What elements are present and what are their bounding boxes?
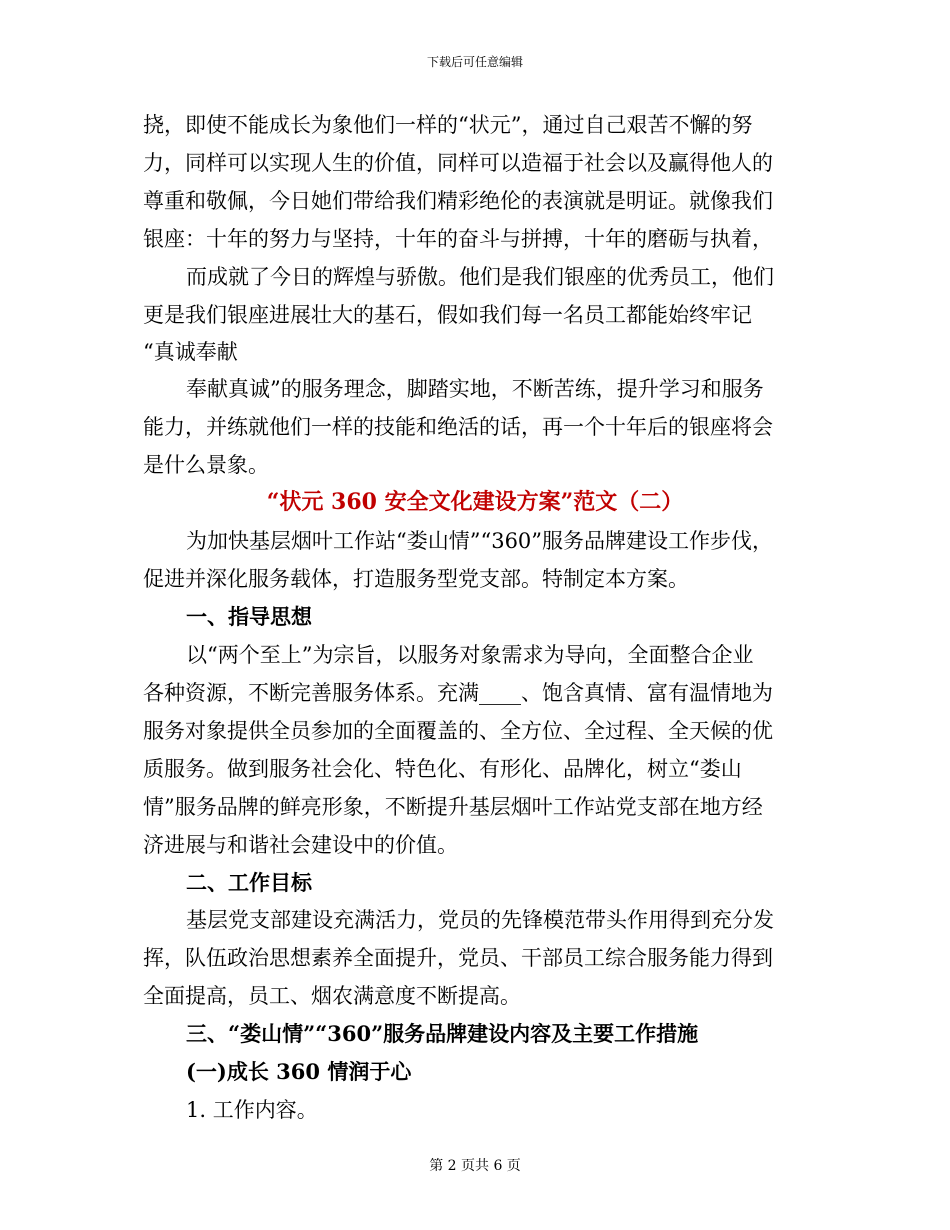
text-line: “真诚奉献 [143,340,238,364]
text-line: 全面提高，员工、烟农满意度不断提高。 [143,984,521,1008]
page-footer: 第 2 页共 6 页 [429,1158,521,1174]
text-line: 为加快基层烟叶工作站“娄山情”“360”服务品牌建设工作步伐， [186,529,774,553]
text-line: 济进展与和谐社会建设中的价值。 [143,833,458,857]
list-item-work-content: 1. 工作内容。 [186,1098,318,1122]
text-line: 基层党支部建设充满活力，党员的先锋模范带头作用得到充分发 [186,908,774,932]
heading-content-measures: 三、“娄山情”“360”服务品牌建设内容及主要工作措施 [186,1021,699,1046]
text-line: 力，同样可以实现人生的价值，同样可以造福于社会以及赢得他人的 [143,151,773,175]
text-line: 促进并深化服务载体，打造服务型党支部。特制定本方案。 [143,567,689,591]
section-title: “状元 360 安全文化建设方案”范文（二） [266,489,684,515]
text-line: 能力，并练就他们一样的技能和绝活的话，再一个十年后的银座将会 [143,415,773,439]
text-line: 各种资源，不断完善服务体系。充满____、饱含真情、富有温情地为 [143,681,773,705]
text-line: 质服务。做到服务社会化、特色化、有形化、品牌化，树立“娄山 [143,757,742,781]
heading-growth-360: (一)成长 360 情润于心 [186,1059,412,1084]
page-header: 下载后可任意编辑 [426,55,523,69]
text-line: 挥，队伍政治思想素养全面提升，党员、干部员工综合服务能力得到 [143,946,773,970]
text-line: 尊重和敬佩，今日她们带给我们精彩绝伦的表演就是明证。就像我们 [143,189,773,213]
text-line: 服务对象提供全员参加的全面覆盖的、全方位、全过程、全天候的优 [143,719,773,743]
text-line: 以“两个至上”为宗旨，以服务对象需求为导向，全面整合企业 [186,643,754,667]
text-line: 是什么景象。 [143,453,269,477]
text-line: 更是我们银座进展壮大的基石，假如我们每一名员工都能始终牢记 [143,303,752,327]
text-line: 情”服务品牌的鲜亮形象，不断提升基层烟叶工作站党支部在地方经 [143,795,763,819]
text-line: 挠，即使不能成长为象他们一样的“状元”，通过自己艰苦不懈的努 [143,113,753,137]
text-line: 银座：十年的努力与坚持，十年的奋斗与拼搏，十年的磨砺与执着， [143,227,773,251]
text-line: 而成就了今日的辉煌与骄傲。他们是我们银座的优秀员工，他们 [186,265,774,289]
heading-guiding-thought: 一、指导思想 [186,604,312,629]
heading-work-goal: 二、工作目标 [186,870,312,895]
text-line: 奉献真诚”的服务理念，脚踏实地，不断苦练，提升学习和服务 [186,377,764,401]
